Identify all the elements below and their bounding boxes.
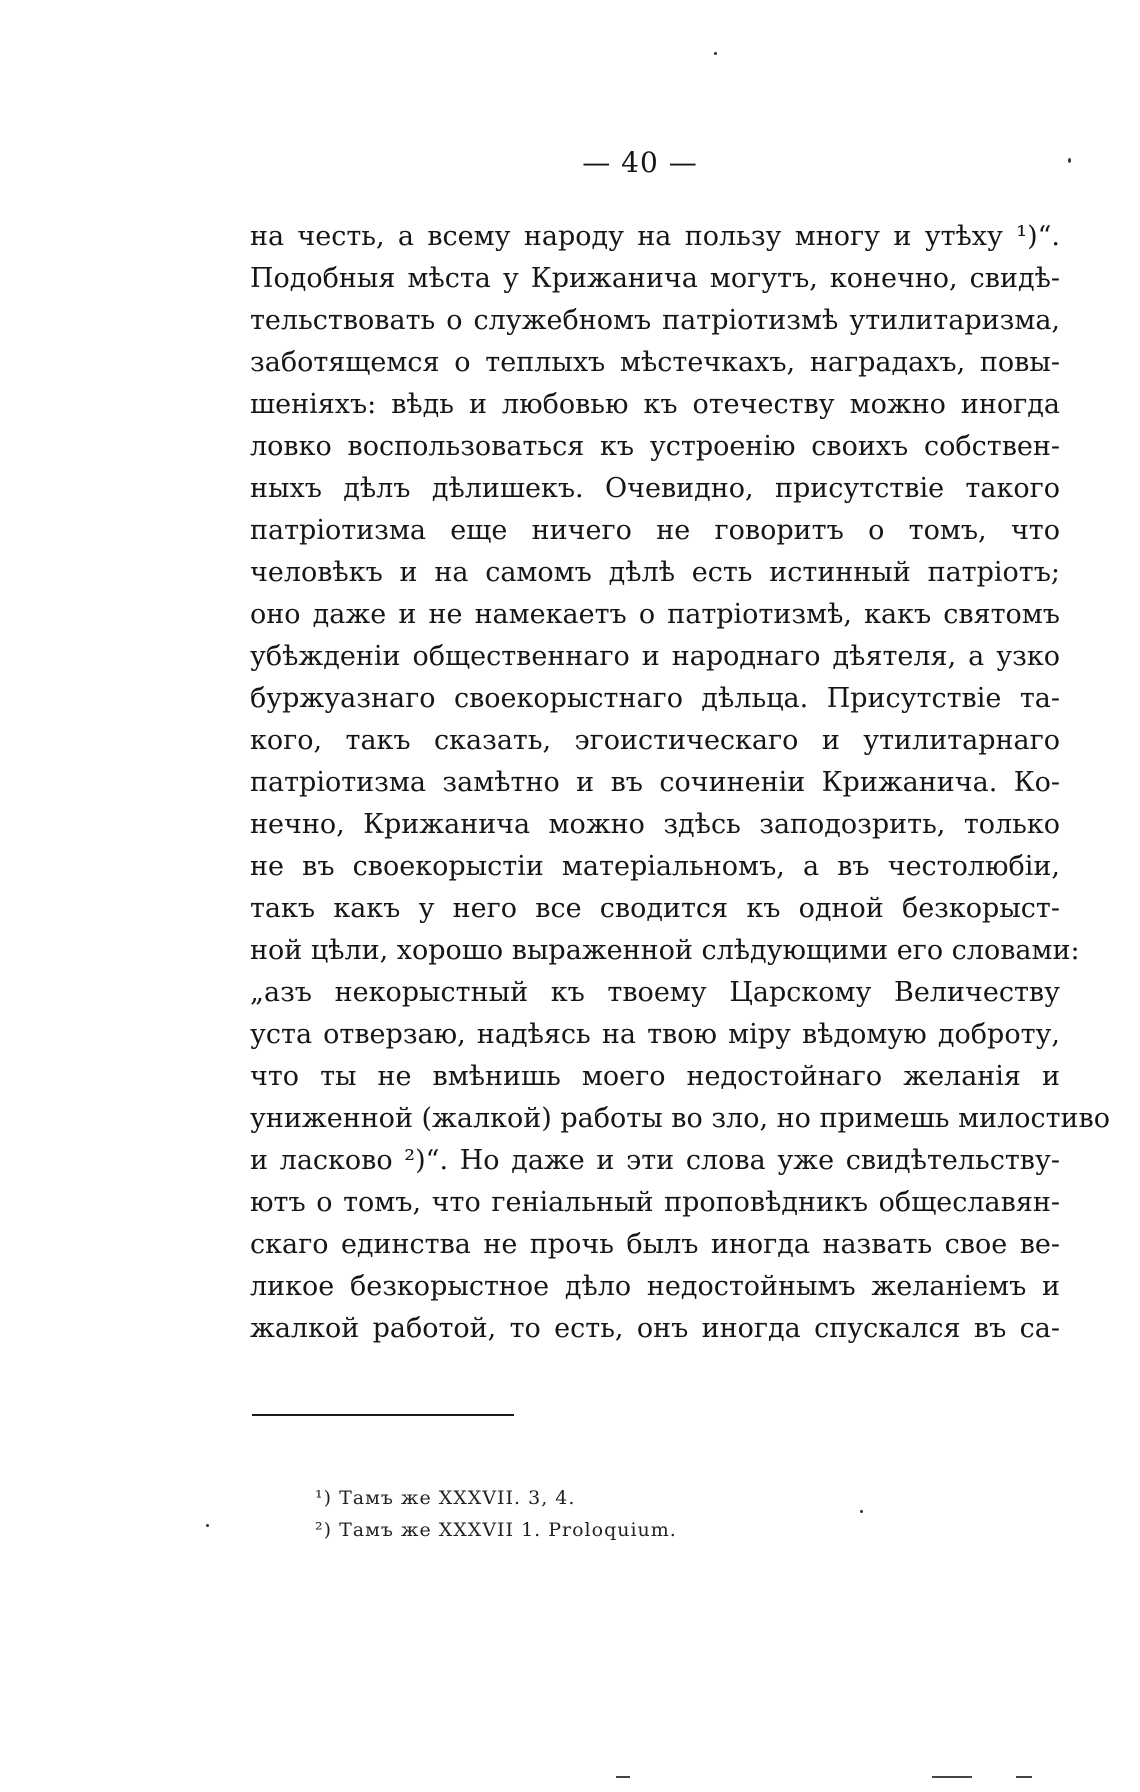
text-line: ныхъ дѣлъ дѣлишекъ. Очевидно, присутствіе такого <box>250 473 1060 504</box>
footnote: ²) Тамъ же XXXVII 1. Proloquium. <box>315 1519 677 1541</box>
text-line: ловко воспользоваться къ устроенію своихъ собствен- <box>250 431 1060 462</box>
text-line: человѣкъ и на самомъ дѣлѣ есть истинный патріотъ; <box>250 557 1060 588</box>
text-line: убѣжденіи общественнаго и народнаго дѣятеля, а узко <box>250 641 1060 672</box>
text-line: „азъ некорыстный къ твоему Царскому Величеству <box>250 977 1060 1008</box>
scan-mark <box>616 1776 630 1778</box>
text-line: уста отверзаю, надѣясь на твою міру вѣдомую доброту, <box>250 1019 1060 1050</box>
scan-speck <box>1068 158 1071 163</box>
text-line: Подобныя мѣста у Крижанича могутъ, конечно, свидѣ- <box>250 263 1060 294</box>
page-number: — 40 — <box>582 146 698 179</box>
text-line: ютъ о томъ, что геніальный проповѣдникъ общеславян- <box>250 1187 1060 1218</box>
body-text <box>250 216 1111 1350</box>
footnotes <box>315 1482 677 1546</box>
text-line: скаго единства не прочь былъ иногда назвать свое ве- <box>250 1229 1060 1260</box>
text-line: на честь, а всему народу на пользу многу и утѣху ¹)“. <box>250 221 1060 252</box>
text-line: нечно, Крижанича можно здѣсь заподозрить, только <box>250 809 1060 840</box>
text-line: заботящемся о теплыхъ мѣстечкахъ, наградахъ, повы- <box>250 347 1060 378</box>
text-line: и ласково ²)“. Но даже и эти слова уже свидѣтельству- <box>250 1145 1060 1176</box>
text-line: буржуазнаго своекорыстнаго дѣльца. Присутствіе та- <box>250 683 1060 714</box>
text-line: такъ какъ у него все сводится къ одной безкорыст- <box>250 893 1060 924</box>
text-line: оно даже и не намекаетъ о патріотизмѣ, какъ святомъ <box>250 599 1060 630</box>
text-line: униженной (жалкой) работы во зло, но примешь милостиво <box>250 1103 1111 1134</box>
text-line: тельствовать о служебномъ патріотизмѣ утилитаризма, <box>250 305 1060 336</box>
text-line: кого, такъ сказать, эгоистическаго и утилитарнаго <box>250 725 1060 756</box>
text-line: шеніяхъ: вѣдь и любовью къ отечеству можно иногда <box>250 389 1060 420</box>
footnote: ¹) Тамъ же XXXVII. 3, 4. <box>315 1487 576 1509</box>
text-line: патріотизма еще ничего не говоритъ о томъ, что <box>250 515 1060 546</box>
text-line: патріотизма замѣтно и въ сочиненіи Крижанича. Ко- <box>250 767 1060 798</box>
text-line: что ты не вмѣнишь моего недостойнаго желанія и <box>250 1061 1060 1092</box>
scan-speck <box>860 1510 863 1513</box>
text-line: ной цѣли, хорошо выраженной слѣдующими его словами: <box>250 935 1080 966</box>
text-line: жалкой работой, то есть, онъ иногда спускался въ са- <box>250 1313 1060 1344</box>
text-line: ликое безкорыстное дѣло недостойнымъ желаніемъ и <box>250 1271 1060 1302</box>
scan-speck <box>206 1524 209 1527</box>
scan-mark <box>932 1776 972 1778</box>
footnote-separator <box>252 1414 514 1416</box>
scan-speck <box>714 52 717 55</box>
text-line: не въ своекорыстіи матеріальномъ, а въ честолюбіи, <box>250 851 1060 882</box>
scan-mark <box>1016 1776 1032 1778</box>
